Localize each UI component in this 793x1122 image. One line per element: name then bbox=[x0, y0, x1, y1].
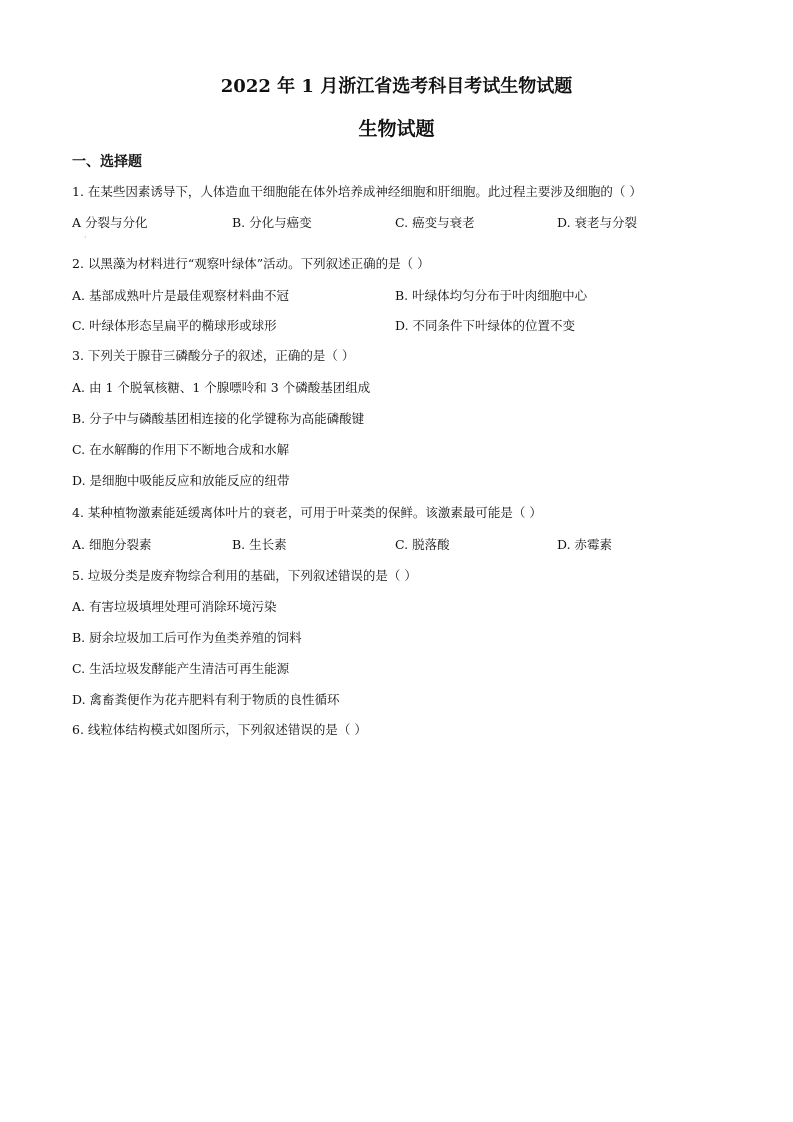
question-4-option-a: A. 细胞分裂素 bbox=[72, 537, 152, 552]
question-3-option-d: D. 是细胞中吸能反应和放能反应的纽带 bbox=[72, 473, 290, 488]
question-2-option-c: C. 叶绿体形态呈扁平的椭球形或球形 bbox=[72, 318, 277, 333]
question-4-option-d: D. 赤霉素 bbox=[557, 537, 613, 552]
question-3-option-b: B. 分子中与磷酸基团相连接的化学键称为高能磷酸键 bbox=[72, 411, 365, 426]
question-1-option-d: D. 衰老与分裂 bbox=[557, 215, 638, 230]
question-3-option-c: C. 在水解酶的作用下不断地合成和水解 bbox=[72, 442, 290, 457]
question-3-stem: 3. 下列关于腺苷三磷酸分子的叙述，正确的是（ ） bbox=[72, 348, 355, 363]
question-1-option-a: A 分裂与分化 bbox=[72, 215, 148, 230]
question-2-option-a: A. 基部成熟叶片是最佳观察材料曲不冠 bbox=[72, 288, 289, 303]
question-4-stem: 4. 某种植物激素能延缓离体叶片的衰老，可用于叶菜类的保鲜。该激素最可能是（ ） bbox=[72, 505, 542, 520]
question-2-option-b: B. 叶绿体均匀分布于叶肉细胞中心 bbox=[395, 288, 588, 303]
question-2-option-d: D. 不同条件下叶绿体的位置不变 bbox=[395, 318, 576, 333]
question-5-option-a: A. 有害垃圾填埋处理可消除环境污染 bbox=[72, 599, 277, 614]
question-1-stem: 1. 在某些因素诱导下，人体造血干细胞能在体外培养成神经细胞和肝细胞。此过程主要涉及细胞的（ ） bbox=[72, 184, 642, 199]
stray-mark: · bbox=[84, 233, 87, 242]
question-4-option-b: B. 生长素 bbox=[232, 537, 287, 552]
question-5-option-b: B. 厨余垃圾加工后可作为鱼类养殖的饲料 bbox=[72, 630, 302, 645]
question-4-option-c: C. 脱落酸 bbox=[395, 537, 450, 552]
exam-title: 2022 年 1 月浙江省选考科目考试生物试题 bbox=[220, 76, 573, 97]
question-2-stem: 2. 以黑藻为材料进行“观察叶绿体”活动。下列叙述正确的是（ ） bbox=[72, 256, 430, 271]
question-6-stem: 6. 线粒体结构模式如图所示，下列叙述错误的是（ ） bbox=[72, 722, 367, 737]
section-heading: 一、选择题 bbox=[72, 154, 142, 170]
question-5-option-d: D. 禽畜粪便作为花卉肥料有利于物质的良性循环 bbox=[72, 692, 340, 707]
question-3-option-a: A. 由 1 个脱氧核糖、1 个腺嘌呤和 3 个磷酸基团组成 bbox=[72, 380, 371, 395]
exam-subtitle: 生物试题 bbox=[358, 118, 435, 140]
question-5-option-c: C. 生活垃圾发酵能产生清洁可再生能源 bbox=[72, 661, 290, 676]
question-1-option-b: B. 分化与癌变 bbox=[232, 215, 312, 230]
question-5-stem: 5. 垃圾分类是废弃物综合利用的基础，下列叙述错误的是（ ） bbox=[72, 568, 417, 583]
question-1-option-c: C. 癌变与衰老 bbox=[395, 215, 475, 230]
